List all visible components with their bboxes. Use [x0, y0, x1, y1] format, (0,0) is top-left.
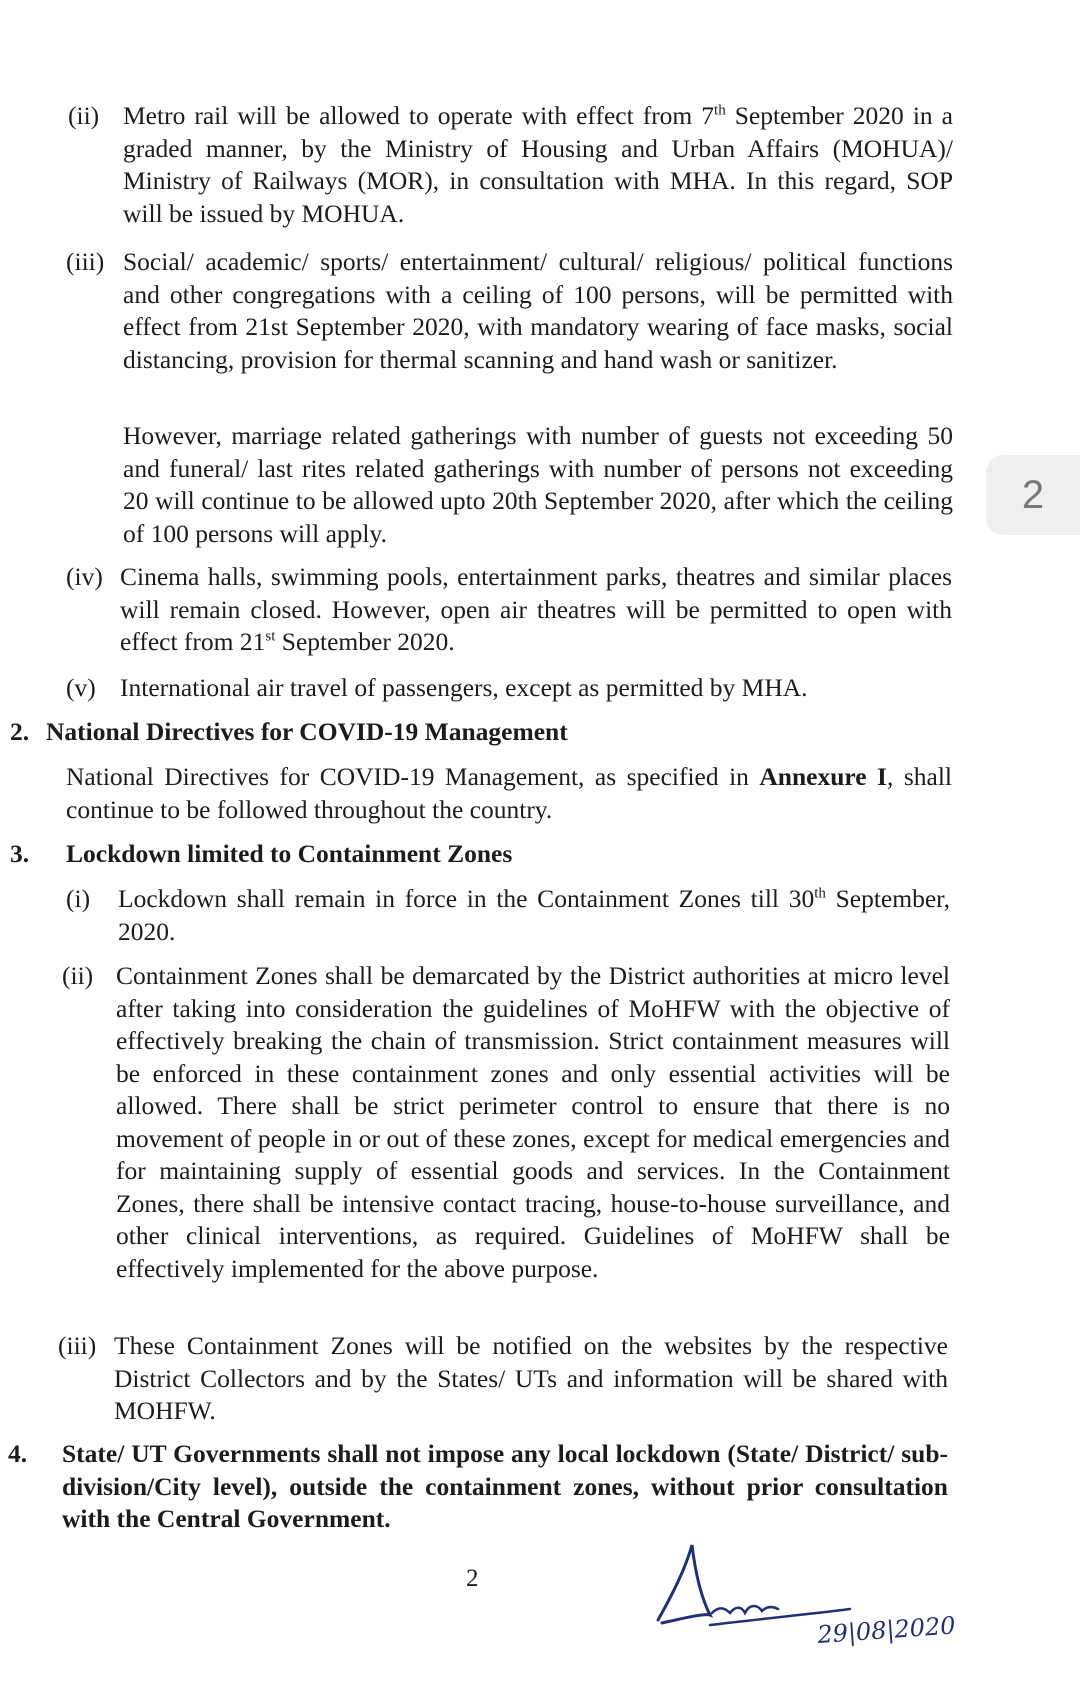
item-functions-however-text: However, marriage related gatherings with number of guests not exceeding 50 and funeral/ last rites related gatherings with number of persons not exceeding 20 will continue to be allowed upto 20th September 2020, after which the ceiling of 100 persons will apply. [123, 421, 953, 548]
item-number: (ii) [68, 101, 100, 130]
item-number: (iv) [66, 562, 103, 591]
section-heading: Lockdown limited to Containment Zones [66, 839, 513, 868]
item-number: (i) [66, 884, 91, 913]
item-number: (ii) [62, 961, 94, 990]
item-metro-text: Metro rail will be allowed to operate with effect from 7th September 2020 in a graded manner, by the Ministry of Housing and Urban Affairs (MOHUA)/ Ministry of Railways (MOR), in consultation with MHA. In this regard, SOP will be issued by MOHUA. [123, 101, 953, 228]
item-containment-text: Containment Zones shall be demarcated by the District authorities at micro level after taking into consideration the guidelines of MoHFW with the objective of effectively breaking the chain of transmission. Strict containment measures will be enforced in these containment zones and only essential activities will be allowed. There shall be strict perimeter control to ensure that there is no movement of people in or out of these zones, except for medical emergencies and for maintaining supply of essential goods and services. In the Containment Zones, there shall be intensive contact tracing, house-to-house surveillance, and other clinical interventions, as required. Guidelines of MoHFW shall be effectively implemented for the above purpose. [116, 961, 950, 1283]
item-notification-text: These Containment Zones will be notified on the websites by the respective District Collectors and by the States/ UTs and information will be shared with MOHFW. [114, 1331, 948, 1425]
section-number: 3. [10, 839, 30, 868]
signature-icon [650, 1535, 990, 1655]
section-number: 2. [10, 717, 30, 746]
item-air-travel-text: International air travel of passengers, except as permitted by MHA. [120, 673, 808, 702]
item-lockdown-text: Lockdown shall remain in force in the Containment Zones till 30th September, 2020. [118, 884, 950, 946]
section4-text: State/ UT Governments shall not impose any local lockdown (State/ District/ sub-division/City level), outside the containment zones, without prior consultation with the Central Government. [62, 1439, 948, 1533]
item-number: (v) [66, 673, 96, 702]
page-indicator-label: 2 [1021, 472, 1045, 517]
page-indicator-tab[interactable] [986, 455, 1080, 535]
section-heading: National Directives for COVID-19 Management [46, 717, 568, 746]
item-functions-text: Social/ academic/ sports/ entertainment/ cultural/ religious/ political functions and other congregations with a ceiling of 100 persons, will be permitted with effect from 21st September 2020, with mandatory wearing of face masks, social distancing, provision for thermal scanning and hand wash or sanitizer. [123, 247, 953, 374]
svg-text:29|08|2020: 29|08|2020 [816, 1611, 957, 1649]
item-number: (iii) [66, 247, 105, 276]
item-cinema-text: Cinema halls, swimming pools, entertainment parks, theatres and similar places will remain closed. However, open air theatres will be permitted to open with effect from 21st September 2020. [120, 562, 952, 656]
page-number: 2 [466, 1565, 479, 1592]
section-number: 4. [8, 1439, 28, 1468]
section2-text: National Directives for COVID-19 Management, as specified in Annexure I, shall continue to be followed throughout the country. [66, 762, 952, 824]
item-number: (iii) [58, 1331, 97, 1360]
